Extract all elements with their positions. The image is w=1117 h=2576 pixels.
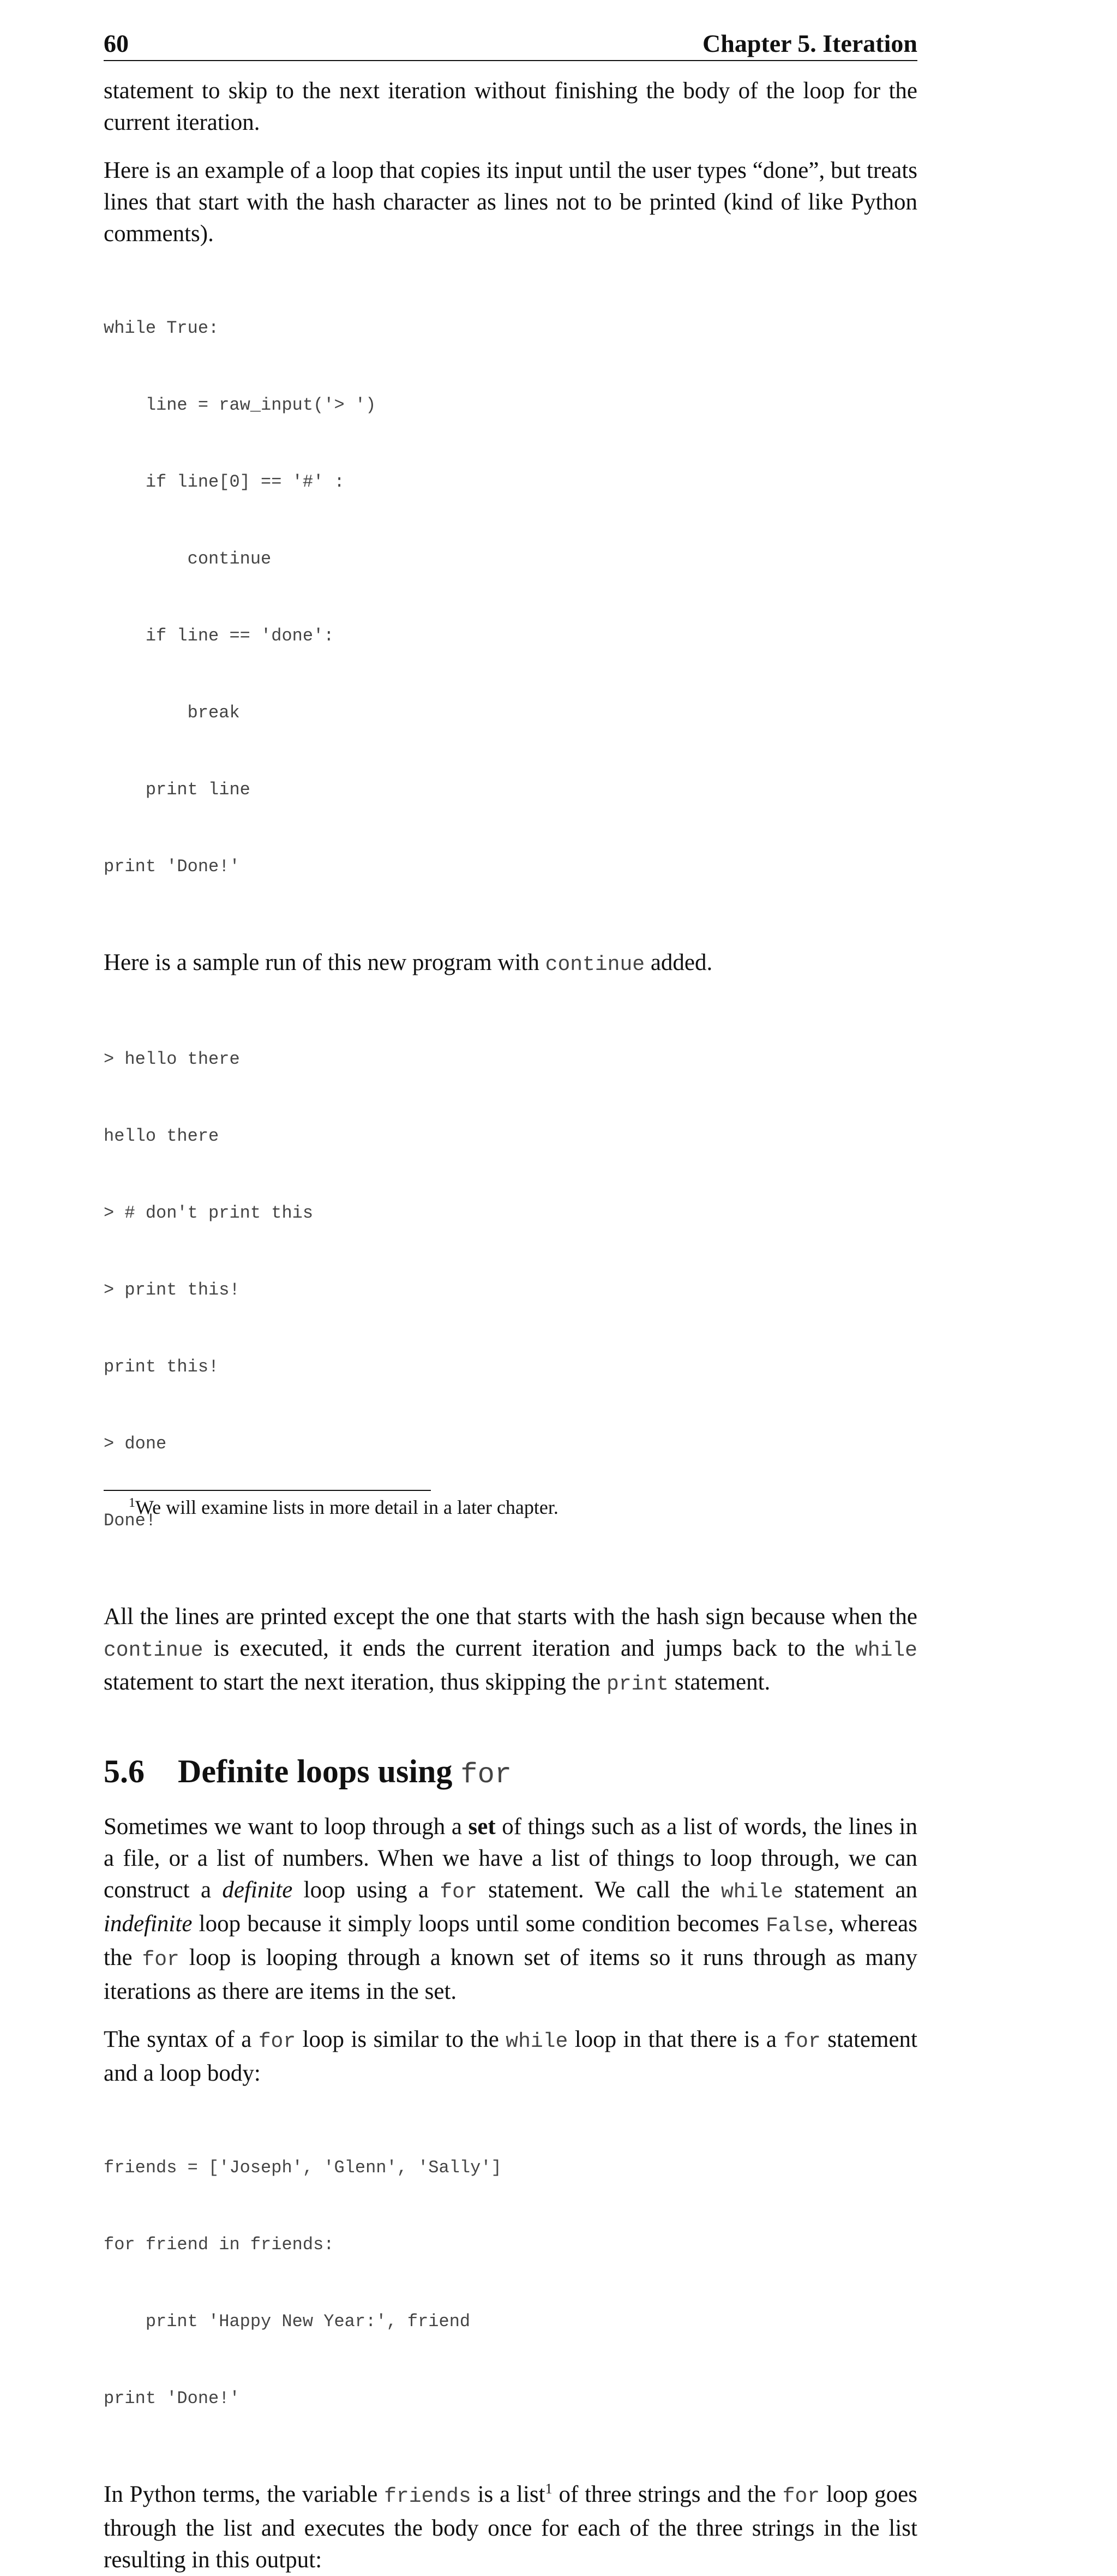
code-line: line = raw_input('> ')	[104, 395, 376, 415]
code-line: break	[104, 703, 240, 723]
footnote-mark: 1	[129, 1496, 135, 1510]
paragraph-definite-loops: Sometimes we want to loop through a set of things such as a list of words, the lines in a file, or a list of numbers. When we have a list of things to loop through, we can construct a definite loop using a for statement. We call the while statement an indefinite loop because it simply loops until some condition becomes False, whereas the for loop is looping through a known set of items so it runs through as many iterations as there are items in the set.	[104, 1814, 918, 2004]
italic-term: indefinite	[104, 1911, 193, 1937]
paragraph-example-intro: Here is an example of a loop that copies its input until the user types “done”, but treats lines that start with the hash character as lines not to be printed (kind of like Python comments).	[104, 158, 917, 247]
code-line: print this!	[104, 1357, 219, 1377]
inline-code: print	[606, 1673, 669, 1696]
inline-code: for	[142, 1948, 179, 1972]
code-line: continue	[104, 549, 272, 569]
footnote-text: We will examine lists in more detail in a later chapter.	[135, 1496, 558, 1518]
section-title: Definite loops using	[178, 1753, 461, 1789]
page-number: 60	[104, 29, 129, 57]
code-line: > done	[104, 1434, 167, 1454]
paragraph-continue-intro: statement to skip to the next iteration without finishing the body of the loop for the current iteration.	[104, 78, 917, 135]
inline-code: while	[855, 1639, 917, 1662]
footnote-ref: 1	[545, 2481, 553, 2497]
section-number: 5.6	[104, 1753, 145, 1789]
code-line: print 'Done!'	[104, 856, 240, 877]
inline-code: while	[720, 1880, 783, 1904]
code-line: > print this!	[104, 1280, 240, 1300]
code-line: > # don't print this	[104, 1203, 314, 1223]
bold-term: set	[468, 1814, 496, 1840]
italic-term: definite	[222, 1877, 293, 1903]
inline-code: for	[258, 2030, 296, 2053]
inline-code: continue	[545, 953, 645, 977]
paragraph-python-terms: In Python terms, the variable friends is a list$^1$ of three strings and the for loop goes through the list and executes the body once for each of the three strings in the list resulting in this output:	[104, 2481, 918, 2573]
code-line: print line	[104, 780, 250, 800]
code-line: hello there	[104, 1126, 219, 1146]
section-title-code: for	[460, 1759, 512, 1791]
code-line: friends = ['Joseph', 'Glenn', 'Sally']	[104, 2158, 502, 2178]
footnote-rule	[104, 1490, 431, 1491]
inline-code: False	[766, 1914, 828, 1938]
code-line: if line[0] == '#' :	[104, 472, 345, 492]
inline-code: while	[506, 2030, 568, 2053]
code-line: if line == 'done':	[104, 626, 334, 646]
running-header	[104, 28, 917, 61]
code-line: for friend in friends:	[104, 2234, 334, 2255]
inline-code: for	[440, 1880, 477, 1904]
section-heading	[104, 1752, 917, 1795]
code-block-for-loop	[104, 2104, 917, 2463]
paragraph-for-syntax: The syntax of a for loop is similar to the while loop in that there is a for statement and a loop body:	[104, 2027, 918, 2086]
code-line: print 'Happy New Year:', friend	[104, 2311, 471, 2332]
code-line: print 'Done!'	[104, 2388, 240, 2409]
footnote	[129, 1495, 558, 1520]
code-block-while-loop	[104, 264, 917, 931]
inline-code: for	[783, 2030, 821, 2053]
inline-code: for	[782, 2485, 820, 2508]
code-line: > hello there	[104, 1049, 240, 1069]
code-line: Done!	[104, 1511, 157, 1531]
code-line: while True:	[104, 318, 219, 338]
chapter-title: Chapter 5. Iteration	[702, 29, 917, 57]
paragraph-explanation: All the lines are printed except the one that starts with the hash sign because when the continue is executed, it ends the current iteration and jumps back to the while statement to start the next iteration, thus skipping the print statement.	[104, 1604, 917, 1696]
inline-code: friends	[384, 2485, 471, 2508]
page-body	[104, 28, 917, 2576]
inline-code: continue	[104, 1639, 203, 1662]
paragraph-sample-run: Here is a sample run of this new program with continue added.	[104, 950, 713, 977]
